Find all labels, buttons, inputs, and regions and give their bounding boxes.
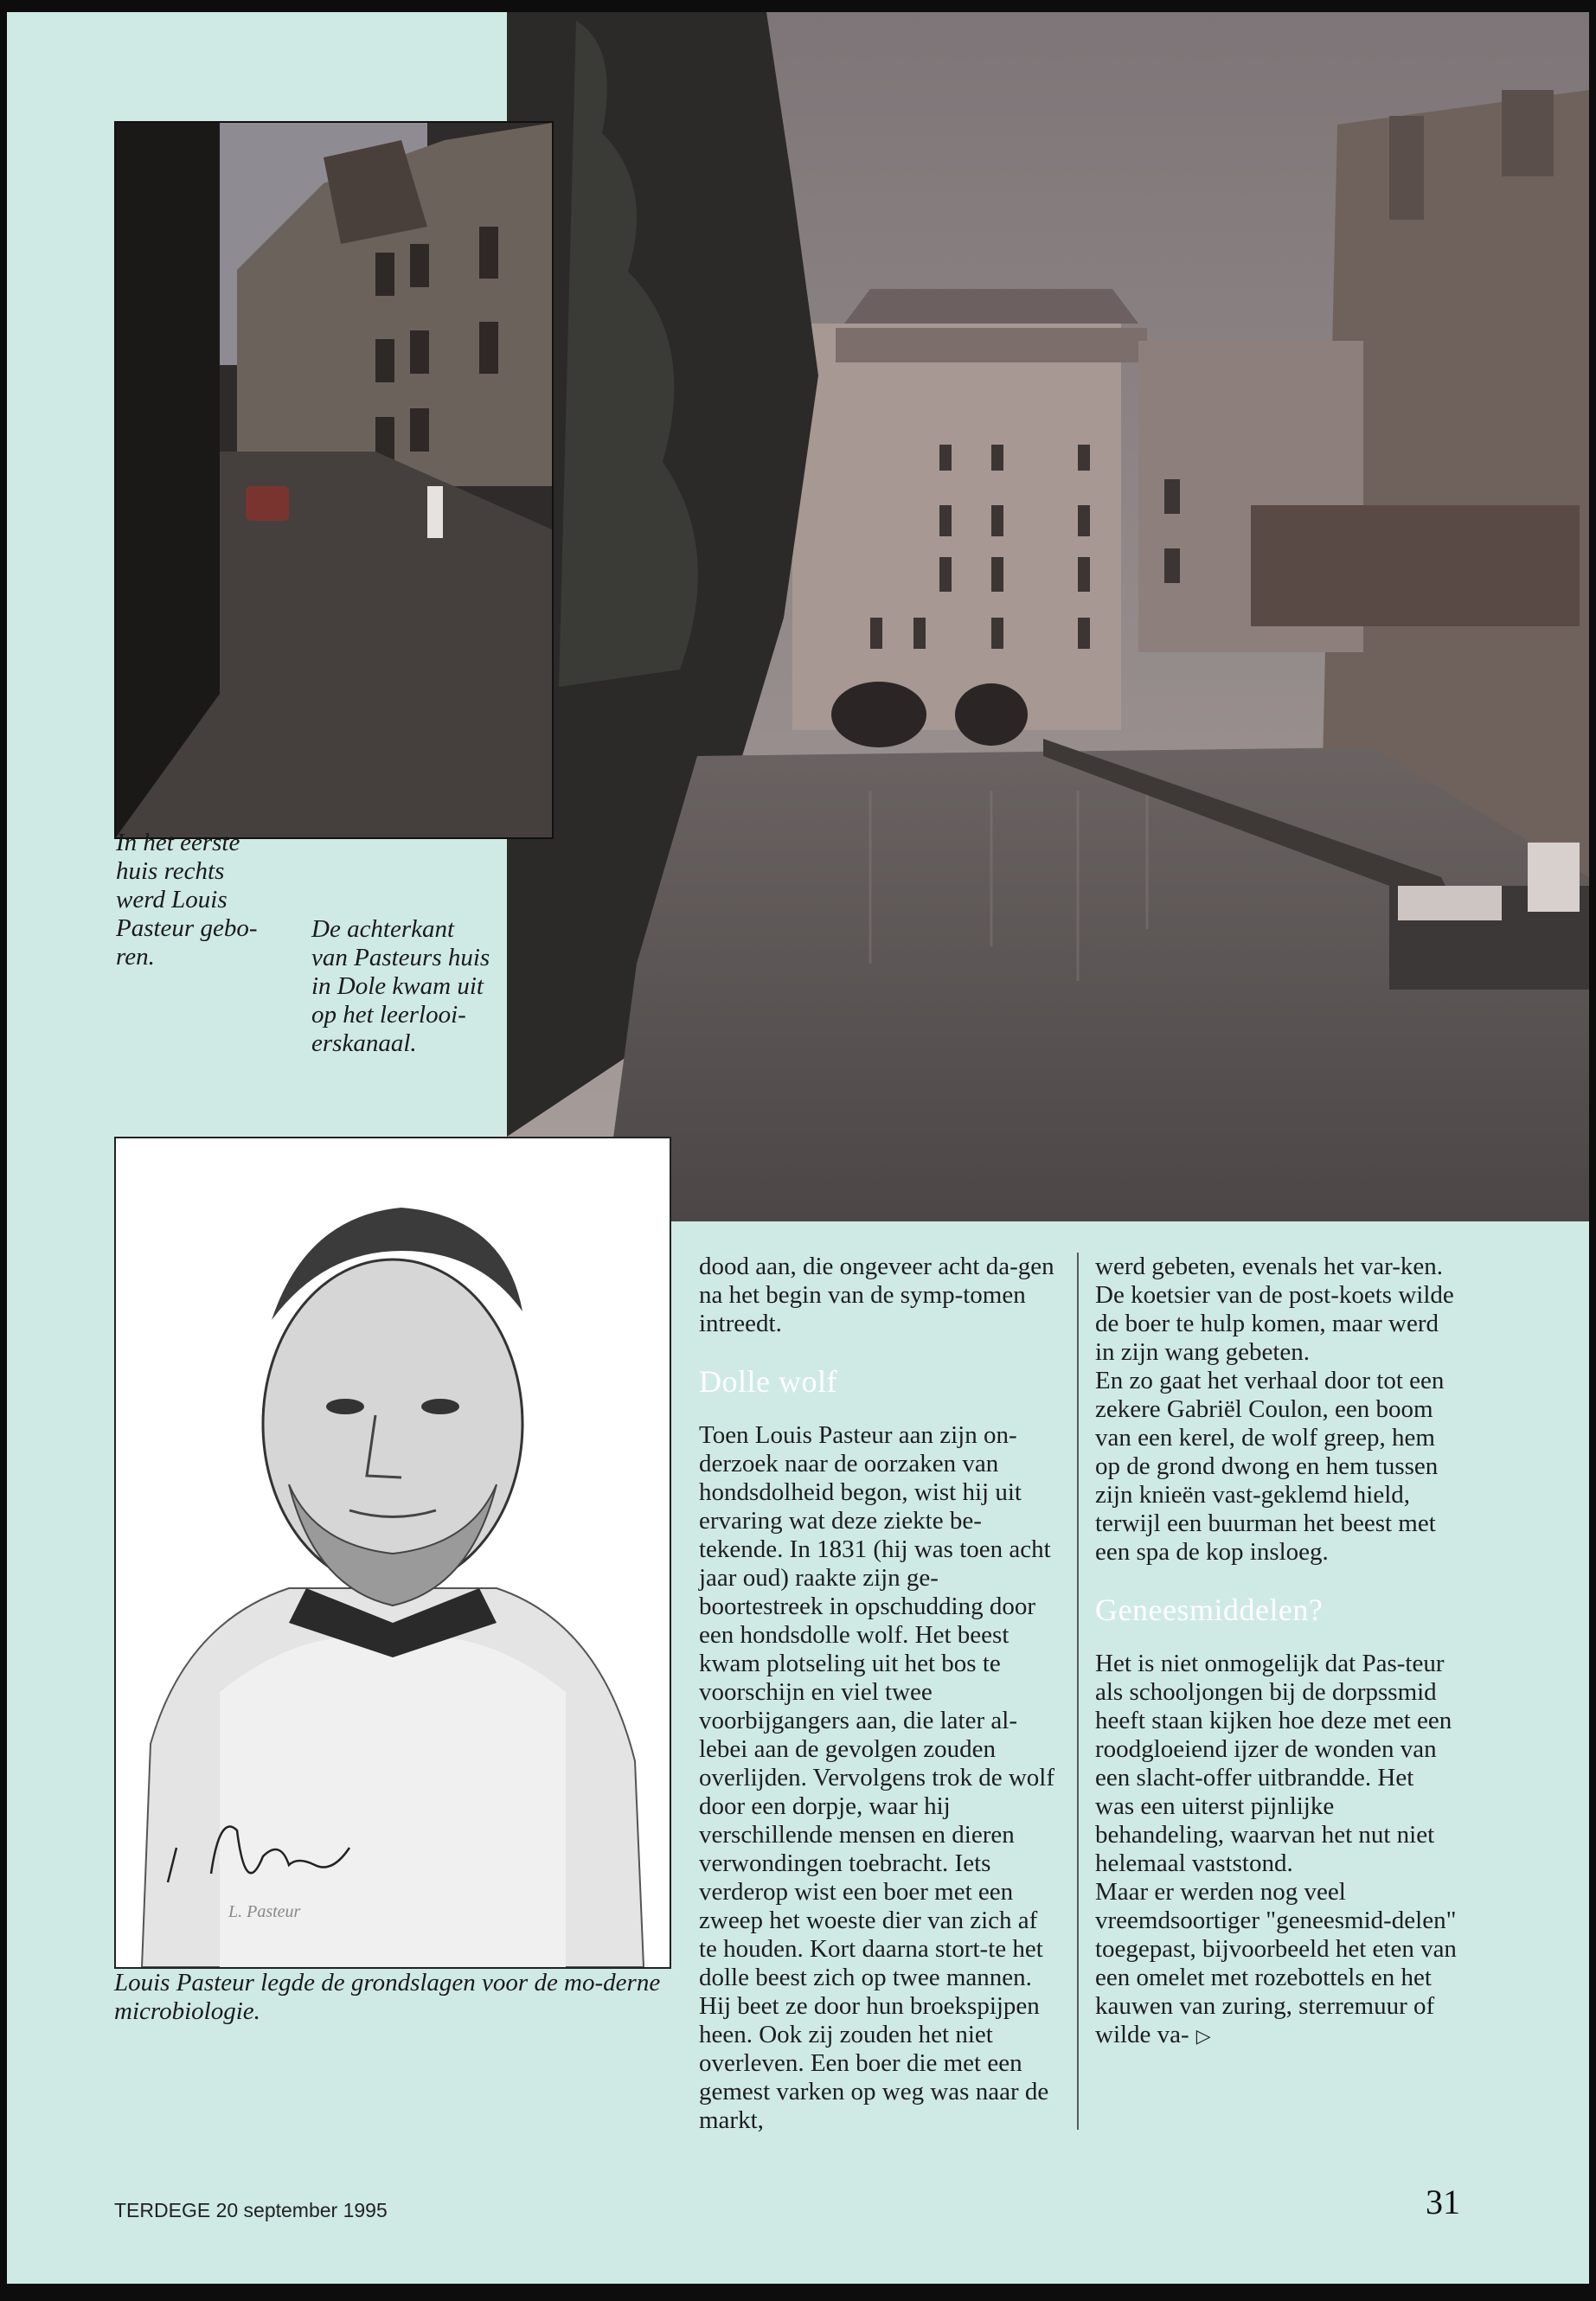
column-2-paragraph-4-text: Maar er werden nog veel vreemdsoortiger "geneesmid-delen" toegepast, bijvoorbeeld het eten van een omelet met rozebottels en het kauwen van zuring, sterremuur of wilde va-	[1095, 1878, 1457, 2048]
column-2-paragraph-3: Het is niet onmogelijk dat Pas-teur als schooljongen bij de dorpssmid heeft staan kijken hoe deze met een roodgloeiend ijzer de wonden van een slacht-offer uitbrandde. Het was een uiterst pijnlijke behandeling, waarvan het nut niet helemaal vaststond.	[1095, 1650, 1452, 1877]
column-2-paragraph-1: werd gebeten, evenals het var-ken. De koetsier van de post-koets wilde de boer te hulp komen, maar werd in zijn wang gebeten.	[1095, 1253, 1454, 1366]
street-photo	[114, 121, 554, 839]
portrait-engraving	[116, 1138, 670, 1967]
canal-photo	[507, 12, 1589, 1221]
article-column-2	[1095, 1253, 1458, 2050]
column-1-intro: dood aan, die ongeveer acht da-gen na het begin van de symp-tomen intreedt.	[699, 1253, 1054, 1337]
magazine-page	[7, 12, 1589, 2284]
column-2-paragraph-2: En zo gaat het verhaal door tot een zekere Gabriël Coulon, een boom van een kerel, de wolf greep, hem op de grond dwong en hem tussen zijn knieën vast-geklemd hield, terwijl een buurman het beest met een spa de kop insloeg.	[1095, 1367, 1445, 1566]
continue-arrow-icon: ▷	[1195, 2025, 1211, 2047]
portrait-caption: Louis Pasteur legde de grondslagen voor de mo-derne microbiologie.	[114, 1969, 661, 2025]
heading-geneesmiddelen: Geneesmiddelen?	[1095, 1593, 1324, 1627]
portrait-signature: L. Pasteur	[228, 1902, 301, 1921]
canal-illustration	[507, 12, 1589, 1221]
column-2-paragraph-4	[1095, 1878, 1458, 2050]
article-column-1	[699, 1253, 1061, 2135]
column-1-body: Toen Louis Pasteur aan zijn on-derzoek naar de oorzaken van hondsdolheid begon, wist hij uit ervaring wat deze ziekte be-tekende. In 1831 (hij was toen acht jaar oud) raakte zijn ge-boortestreek in opschudding door een hondsdolle wolf. Het beest kwam plotseling uit het bos te voorschijn en viel twee voorbijgangers aan, die later al-lebei aan de gevolgen zouden overlijden. Vervolgens trok de wolf door een dorpje, waar hij verschillende mensen en dieren verwondingen toebracht. Iets verderop wist een boer met een zweep het woeste dier van zich af te houden. Kort daarna stort-te het dolle beest zich op twee mannen. Hij beet ze door hun broekspijpen heen. Ook zij zouden het niet overleven. Een boer die met een gemest varken op weg was naar de markt,	[699, 1421, 1055, 2134]
canal-photo-caption: De achterkant van Pasteurs huis in Dole kwam uit op het leerlooi-erskanaal.	[311, 915, 490, 1057]
pasteur-portrait	[114, 1137, 671, 1969]
heading-dolle-wolf: Dolle wolf	[699, 1364, 837, 1399]
street-illustration	[116, 123, 552, 837]
street-photo-caption: In het eerste huis rechts werd Louis Pasteur gebo-ren.	[116, 829, 258, 971]
footer-publication: TERDEGE 20 september 1995	[114, 2199, 388, 2221]
column-divider	[1077, 1253, 1079, 2130]
page-number: 31	[1426, 2182, 1460, 2221]
